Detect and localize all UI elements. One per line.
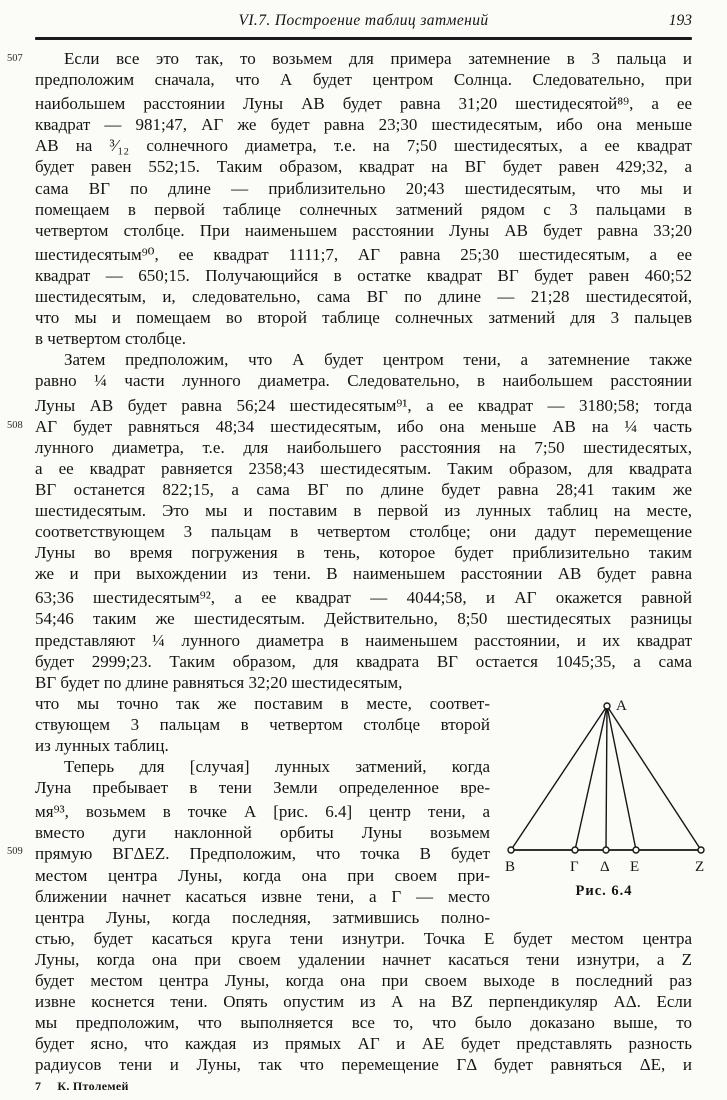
text-line: шестидесятым. Это мы и поставим в первой из лунных таблиц на месте, bbox=[35, 500, 692, 520]
text-line: ВГ останется 822;15, а сама ВГ по длине будет равна 28;41 таким же bbox=[35, 479, 692, 499]
text-line: лунного диаметра, т.е. для наибольшего расстояния на 7;50 шестидесятых, bbox=[35, 437, 692, 457]
text-line: наибольшем расстоянии Луны АВ будет равна 31;20 шестидесятой⁸⁹, а ее bbox=[35, 94, 692, 114]
text-line: местом центра Луны, когда она при своем при- bbox=[35, 865, 490, 885]
point-A bbox=[604, 703, 610, 709]
vertex-label-Z: Z bbox=[695, 859, 705, 875]
text-line: извне коснется тени. Опять опустим из А на ВZ перпендикуляр АΔ. Если bbox=[35, 992, 692, 1012]
text-line: Теперь для [случая] лунных затмений, когда bbox=[64, 757, 490, 777]
text-line: ВГ будет по длине равняться 32;20 шестидесятым, bbox=[35, 672, 403, 692]
page-footer bbox=[35, 1079, 129, 1094]
vertex-label-Gamma: Г bbox=[570, 859, 579, 875]
point-Delta bbox=[603, 847, 609, 853]
text-line: Луна пребывает в тени Земли определенное вре- bbox=[35, 778, 490, 798]
text-line: предположим сначала, что А будет центром Солнца. Следовательно, при bbox=[35, 70, 692, 90]
margin-section-number: 509 bbox=[7, 846, 23, 857]
text-line: 63;36 шестидесятым⁹², а ее квадрат — 4044;58, и АГ окажется равной bbox=[35, 588, 692, 608]
text-line: будет ясно, что каждая из прямых АГ и АЕ будет представлять разность bbox=[35, 1034, 692, 1054]
text-line: АГ будет равняться 48;34 шестидесятым, ибо она меньше АВ на ¼ часть bbox=[35, 416, 692, 436]
text-line: центра Луны, когда последняя, затмившись полно- bbox=[35, 907, 490, 927]
text-line: квадрат — 981;47, АГ же будет равна 23;30 шестидесятым, ибо она меньше bbox=[35, 115, 692, 135]
text-line: ближении начнет касаться извне тени, а Г — место bbox=[35, 886, 490, 906]
text-line: мя⁹³, возьмем в точке А [рис. 6.4] центр тени, а bbox=[35, 802, 490, 822]
text-line: помещаем в первой таблице солнечных затмений рядом с 3 пальцами в bbox=[35, 199, 692, 219]
text-line: вместо дуги наклонной орбиты Луны возьмем bbox=[35, 823, 490, 843]
paragraph bbox=[35, 48, 692, 349]
text-line: будет 2999;23. Таким образом, для квадрата ВГ остается 1045;35, а сама bbox=[35, 651, 692, 671]
text-line: шестидесятым⁹⁰, ее квадрат 1111;7, АГ равна 25;30 шестидесятым, а ее bbox=[35, 244, 692, 264]
running-head bbox=[35, 10, 692, 32]
point-B bbox=[508, 847, 514, 853]
text-line: четвертом столбце. При наименьшем расстоянии Луны АВ будет равна 33;20 bbox=[35, 220, 692, 240]
figure-caption: Рис. 6.4 bbox=[575, 883, 633, 899]
vertex-label-Delta: Δ bbox=[600, 859, 610, 875]
text-line: АВ на ³⁄₁₂ солнечного диаметра, т.е. на 7;50 шестидесятых, а ее квадрат bbox=[35, 136, 692, 156]
text-line: 54;46 таким же шестидесятым. Действительно, 8;50 шестидесятых разницы bbox=[35, 609, 692, 629]
text-line: Луны во время погружения в тень, которое будет приблизительно таким bbox=[35, 543, 692, 563]
vertex-label-A: А bbox=[616, 698, 627, 714]
print-signature: 7 bbox=[35, 1079, 42, 1093]
point-Z bbox=[698, 847, 704, 853]
text-line: представляют ¼ лунного диаметра в наименьшем расстоянии, и их квадрат bbox=[35, 630, 692, 650]
text-line: Если все это так, то возьмем для примера затемнение в 3 пальца и bbox=[64, 49, 692, 68]
chapter-heading: VI.7. Построение таблиц затмений bbox=[238, 12, 489, 29]
text-line: Затем предположим, что А будет центром тени, а затемнение также bbox=[64, 350, 692, 370]
text-line: сама ВГ по длине — приблизительно 20;43 шестидесятым, что мы и bbox=[35, 178, 692, 198]
text-line: радиусов тени и Луны, так что перемещение ГΔ будет равняться ΔЕ, и bbox=[35, 1055, 692, 1075]
text-body bbox=[35, 48, 692, 1076]
header-rule bbox=[35, 37, 692, 40]
text-line: Луны АВ будет равна 56;24 шестидесятым⁹¹, а ее квадрат — 3180;58; тогда bbox=[35, 395, 692, 415]
text-line: стью, будет касаться круга тени изнутри. Точка Е будет местом центра bbox=[35, 928, 692, 948]
vertex-label-B: В bbox=[505, 859, 516, 875]
text-line: из лунных таблиц. bbox=[35, 736, 169, 755]
margin-section-number: 508 bbox=[7, 420, 23, 431]
margin-section-number: 507 bbox=[7, 53, 23, 64]
text-line: прямую ВГΔЕZ. Предположим, что точка В будет bbox=[35, 844, 490, 864]
vertex-label-E: Е bbox=[630, 859, 640, 875]
text-line: ствующем 3 пальцам в четвертом столбце второй bbox=[35, 714, 490, 734]
footer-author: К. Птолемей bbox=[57, 1079, 129, 1093]
text-line: будет равен 552;15. Таким образом, квадрат на ВГ будет равен 429;32, а bbox=[35, 157, 692, 177]
text-line: мы предположим, что выполняется все то, что было доказано выше, то bbox=[35, 1013, 692, 1033]
triangle-diagram bbox=[496, 692, 712, 876]
point-E bbox=[633, 847, 639, 853]
text-line: что мы точно так же поставим в месте, соответ- bbox=[35, 693, 490, 713]
page-number: 193 bbox=[668, 12, 692, 29]
text-line: квадрат — 650;15. Получающийся в остатке квадрат ВГ будет равен 460;52 bbox=[35, 265, 692, 285]
text-line: шестидесятым, и, следовательно, сама ВГ по длине — 21;28 шестидесятой, bbox=[35, 287, 692, 307]
text-line: Луны, когда она при своем удалении начнет касаться тени изнутри, а Z bbox=[35, 949, 692, 969]
text-line: в четвертом столбце. bbox=[35, 329, 186, 349]
figure-eclipse-geometry bbox=[496, 692, 712, 900]
text-line: а ее квадрат равняется 2358;43 шестидесятым. Таким образом, для квадрата bbox=[35, 458, 692, 478]
text-line: соответствующем 3 пальцам в четвертом столбце; они дадут перемещение bbox=[35, 522, 692, 542]
text-line: что мы и помещаем во второй таблице солнечных затмений для 3 пальцев bbox=[35, 308, 692, 328]
text-line: равно ¼ части лунного диаметра. Следовательно, в наибольшем расстоянии bbox=[35, 371, 692, 391]
text-line: же и при выхождении из тени. В наименьшем расстоянии АВ будет равна bbox=[35, 564, 692, 584]
point-Gamma bbox=[572, 847, 578, 853]
text-line: будет местом центра Луны, когда она при своем выходе в последний раз bbox=[35, 971, 692, 991]
